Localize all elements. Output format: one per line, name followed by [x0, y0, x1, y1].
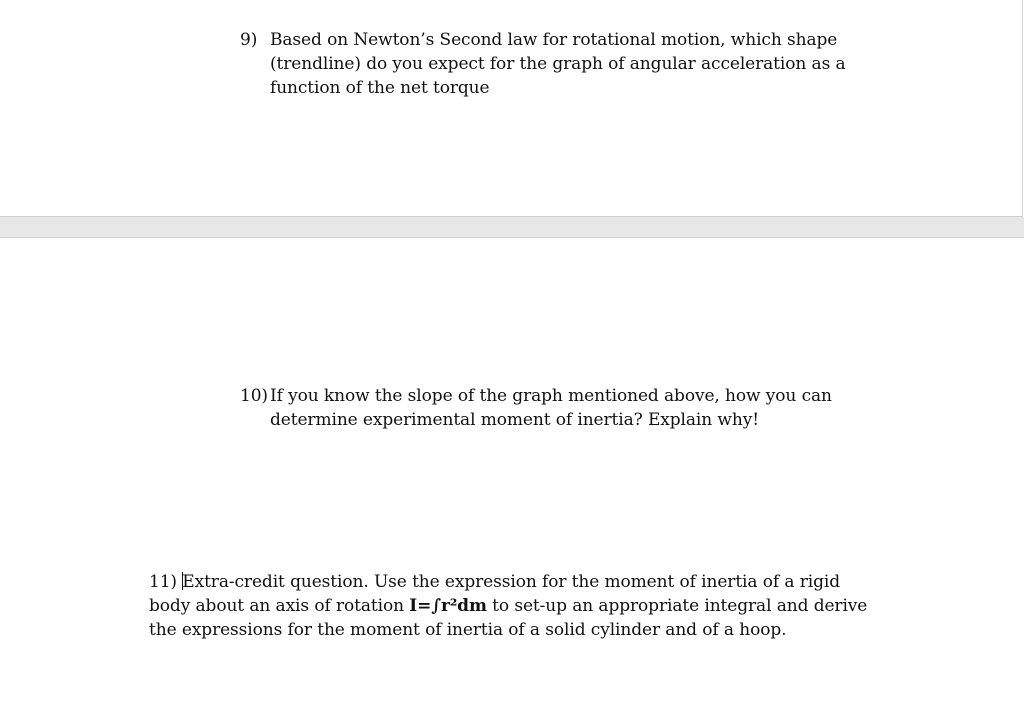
question-line: Based on Newton’s Second law for rotational motion, which shape	[270, 30, 838, 50]
question-line	[149, 594, 879, 618]
moment-of-inertia-formula: I=∫r²dm	[409, 596, 487, 616]
question-text	[270, 384, 880, 432]
question-line: If you know the slope of the graph mentioned above, how you can	[270, 386, 832, 406]
question-line-text: body about an axis of rotation	[149, 596, 410, 616]
question-number: 9)	[240, 30, 258, 50]
question-line: (trendline) do you expect for the graph of angular acceleration as a	[270, 54, 846, 74]
question-line	[149, 570, 879, 594]
question-line: function of the net torque	[270, 78, 490, 98]
question-10	[240, 384, 880, 432]
question-11[interactable]	[149, 570, 879, 642]
question-line-text: to set-up an appropriate integral and derive	[486, 596, 868, 616]
page-separator	[0, 217, 1024, 238]
question-number: 11)	[149, 572, 177, 592]
question-number: 10)	[240, 386, 268, 406]
question-text	[270, 28, 880, 100]
document-page-2	[0, 238, 1024, 718]
question-line: the expressions for the moment of inertia of a solid cylinder and of a hoop.	[149, 620, 787, 640]
question-line-text: Extra-credit question. Use the expression for the moment of inertia of a rigid	[182, 572, 840, 592]
document-page-1	[0, 0, 1023, 217]
question-line: determine experimental moment of inertia? Explain why!	[270, 410, 759, 430]
question-9	[240, 28, 880, 100]
